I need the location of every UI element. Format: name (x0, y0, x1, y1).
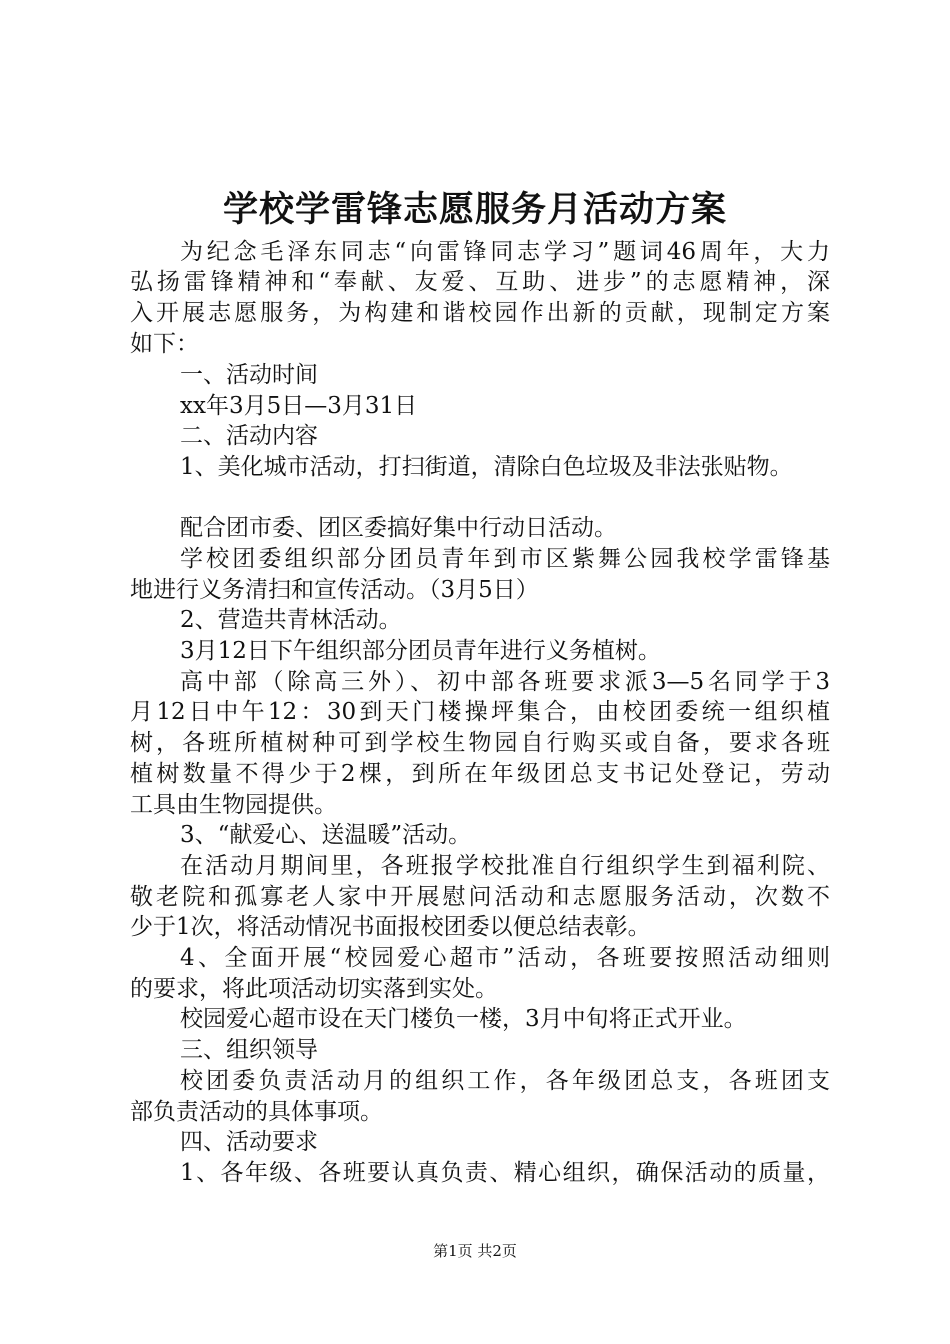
page-number-footer: 第1页 共2页 (433, 1242, 517, 1260)
paragraph-line: 树，各班所植树种可到学校生物园自行购买或自备，要求各班 (130, 730, 830, 756)
paragraph-line: 1、各年级、各班要认真负责、精心组织，确保活动的质量， (180, 1160, 830, 1186)
paragraph-line: 为纪念毛泽东同志“向雷锋同志学习”题词46周年，大力 (180, 239, 830, 265)
paragraph-line: 工具由生物园提供。 (130, 792, 337, 818)
document-title: 学校学雷锋志愿服务月活动方案 (222, 189, 727, 230)
section-heading: 四、活动要求 (180, 1129, 318, 1155)
paragraph-line: 1、美化城市活动，打扫街道，清除白色垃圾及非法张贴物。 (180, 454, 793, 480)
paragraph-line: 校园爱心超市设在天门楼负一楼，3月中旬将正式开业。 (180, 1006, 747, 1032)
paragraph-line: 少于1次，将活动情况书面报校团委以便总结表彰。 (130, 914, 651, 940)
paragraph-line: 高中部（除高三外）、初中部各班要求派3—5名同学于3 (180, 669, 830, 695)
paragraph-line: 弘扬雷锋精神和“奉献、友爱、互助、进步”的志愿精神，深 (130, 269, 830, 295)
paragraph-line: 敬老院和孤寡老人家中开展慰问活动和志愿服务活动，次数不 (130, 884, 830, 910)
paragraph-line: 校团委负责活动月的组织工作，各年级团总支，各班团支 (180, 1068, 830, 1094)
paragraph-line: 学校团委组织部分团员青年到市区紫舞公园我校学雷锋基 (180, 546, 830, 572)
paragraph-line: 入开展志愿服务，为构建和谐校园作出新的贡献，现制定方案 (130, 300, 830, 326)
section-heading: 二、活动内容 (180, 423, 318, 449)
paragraph-line: 植树数量不得少于2棵，到所在年级团总支书记处登记，劳动 (130, 761, 830, 787)
paragraph-line: 4、全面开展“校园爱心超市”活动，各班要按照活动细则 (180, 945, 830, 971)
section-subheading: 3、“献爱心、送温暖”活动。 (180, 822, 472, 848)
paragraph-line: 配合团市委、团区委搞好集中行动日活动。 (180, 515, 617, 541)
paragraph-line: 的要求，将此项活动切实落到实处。 (130, 976, 498, 1002)
paragraph-line: 地进行义务清扫和宣传活动。（3月5日） (130, 577, 539, 603)
paragraph-line: 在活动月期间里，各班报学校批准自行组织学生到福利院、 (180, 853, 830, 879)
section-heading: 三、组织领导 (180, 1037, 318, 1063)
paragraph-line: 月12日中午12：30到天门楼操坪集合，由校团委统一组织植 (130, 699, 830, 725)
paragraph-line: 如下： (130, 331, 199, 357)
section-subheading: 2、营造共青林活动。 (180, 607, 402, 633)
section-heading: 一、活动时间 (180, 362, 318, 388)
paragraph-line: 部负责活动的具体事项。 (130, 1099, 383, 1125)
paragraph-line: 3月12日下午组织部分团员青年进行义务植树。 (180, 638, 661, 664)
paragraph-line: xx年3月5日—3月31日 (180, 393, 418, 419)
